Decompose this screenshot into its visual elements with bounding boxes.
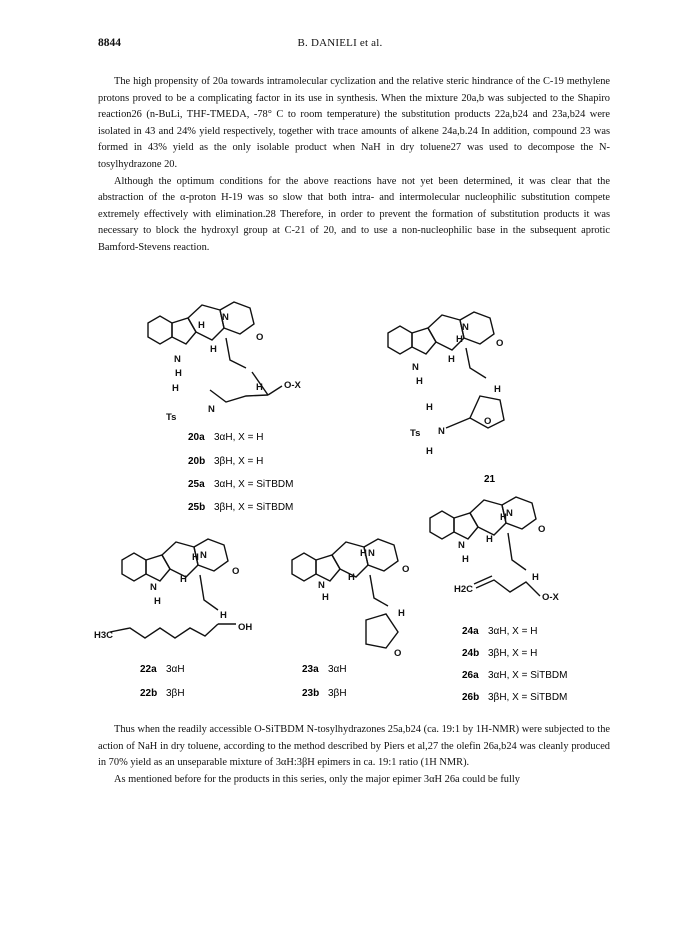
oxygen-atom-label: O — [232, 566, 240, 577]
compound-id: 20b — [188, 456, 206, 467]
hydrogen-atom-label: H — [426, 402, 433, 413]
body-text-bottom — [98, 722, 610, 788]
compound-id: 22b — [140, 688, 158, 699]
structure-24 — [430, 497, 560, 603]
oxygen-atom-label: O — [256, 332, 264, 343]
nitrogen-atom-label: N — [150, 582, 157, 593]
hydrogen-atom-label: H — [348, 572, 355, 583]
oxygen-atom-label: O — [394, 648, 402, 659]
hydrogen-atom-label: H — [180, 574, 187, 585]
compound-id: 24a — [462, 626, 479, 637]
compound-desc: 3βH, X = SiTBDM — [488, 692, 568, 703]
compound-desc: 3βH — [166, 688, 185, 699]
hydrogen-atom-label: H — [256, 382, 263, 393]
oxygen-atom-label: O — [496, 338, 504, 349]
paragraph: As mentioned before for the products in this series, only the major epimer 3αH 26a could be fully — [114, 773, 520, 785]
running-head: B. DANIELI et al. — [297, 37, 383, 49]
compound-id: 23b — [302, 688, 320, 699]
nitrogen-atom-label: N — [368, 548, 375, 559]
nitrogen-atom-label: N — [462, 322, 469, 333]
compound-id: 26b — [462, 692, 480, 703]
compound-id: 20a — [188, 432, 205, 443]
compound-desc: 3αH — [166, 664, 185, 675]
nitrogen-atom-label: N — [318, 580, 325, 591]
oxygen-atom-label: O — [538, 524, 546, 535]
ts-group-label: Ts — [166, 412, 177, 423]
methyl-label: H3C — [94, 630, 114, 641]
compound-23-legend — [302, 664, 347, 699]
paragraph: Although the optimum conditions for the above reactions have not yet been determined, it was clear that the abstraction of the α-proton H-19 was so slow that both intra- and intermolecular nucleophilic substitution compete extremely effectively with elimination.28 Therefore, in order to prevent the formation of substitution products it was necessary to block the hydroxyl group at C-21 of 20, and to use a non-nucleophilic base in the subsequent aprotic Bamford-Stevens reaction. — [98, 175, 610, 253]
nitrogen-atom-label: N — [412, 362, 419, 373]
nitrogen-atom-label: N — [174, 354, 181, 365]
compound-desc: 3βH, X = H — [488, 648, 538, 659]
hydrogen-atom-label: H — [416, 376, 423, 387]
hydrogen-atom-label: H — [154, 596, 161, 607]
compound-desc: 3βH, X = SiTBDM — [214, 502, 294, 513]
nitrogen-atom-label: N — [208, 404, 215, 415]
paragraph: The high propensity of 20a towards intramolecular cyclization and the relative steric hindrance of the C-19 methylene protons proved to be a complicating factor in its use in synthesis. When the mixture 20a,b was subjected to the Shapiro reaction26 (n-BuLi, THF-TMEDA, -78° C to room temperature) the substitution products 22a,b24 and 23a,b24 were isolated in 43 and 24% yield respectively, together with trace amounts of alkene 24a,b.24 In addition, compound 23 was formed in 43% yield as the only isolable product when NaH in dry toluene27 was used to decompose the N-tosylhydrazone 20. — [98, 76, 610, 170]
hydrogen-atom-label: H — [500, 512, 507, 523]
hydrogen-atom-label: H — [494, 384, 501, 395]
compound-desc: 3αH, X = H — [488, 626, 538, 637]
nitrogen-atom-label: N — [200, 550, 207, 561]
vinyl-label: H2C — [454, 584, 474, 595]
compound-id: 24b — [462, 648, 480, 659]
compound-desc: 3αH — [328, 664, 347, 675]
compound-desc: 3αH, X = H — [214, 432, 264, 443]
compound-id: 25a — [188, 479, 205, 490]
compound-20-legend — [188, 432, 293, 513]
hydrogen-atom-label: H — [456, 334, 463, 345]
nitrogen-atom-label: N — [506, 508, 513, 519]
structure-21 — [388, 312, 504, 457]
structure-22 — [94, 539, 252, 641]
nitrogen-atom-label: N — [222, 312, 229, 323]
page-number: 8844 — [98, 37, 121, 49]
hydrogen-atom-label: H — [172, 383, 179, 394]
hydrogen-atom-label: H — [210, 344, 217, 355]
substituent-label: O-X — [284, 380, 301, 391]
hydrogen-atom-label: H — [220, 610, 227, 621]
hydrogen-atom-label: H — [322, 592, 329, 603]
compound-22-legend — [140, 664, 185, 699]
compound-desc: 3βH — [328, 688, 347, 699]
ts-group-label: Ts — [410, 428, 421, 439]
compound-desc: 3αH, X = SiTBDM — [214, 479, 294, 490]
hydrogen-atom-label: H — [175, 368, 182, 379]
hydrogen-atom-label: H — [426, 446, 433, 457]
hydrogen-atom-label: H — [192, 552, 199, 563]
compound-id: 25b — [188, 502, 206, 513]
hydrogen-atom-label: H — [360, 548, 367, 559]
hydrogen-atom-label: H — [532, 572, 539, 583]
substituent-label: O-X — [542, 592, 559, 603]
compound-desc: 3αH, X = SiTBDM — [488, 670, 568, 681]
nitrogen-atom-label: N — [438, 426, 445, 437]
hydroxyl-label: OH — [238, 622, 253, 633]
oxygen-atom-label: O — [484, 416, 492, 427]
hydrogen-atom-label: H — [398, 608, 405, 619]
compound-id: 26a — [462, 670, 479, 681]
hydrogen-atom-label: H — [198, 320, 205, 331]
compound-id: 21 — [484, 474, 496, 485]
structure-23 — [292, 539, 409, 659]
oxygen-atom-label: O — [402, 564, 410, 575]
compound-id: 23a — [302, 664, 319, 675]
compound-desc: 3βH, X = H — [214, 456, 264, 467]
structure-20 — [148, 302, 302, 423]
hydrogen-atom-label: H — [462, 554, 469, 565]
hydrogen-atom-label: H — [486, 534, 493, 545]
hydrogen-atom-label: H — [448, 354, 455, 365]
compound-id: 22a — [140, 664, 157, 675]
nitrogen-atom-label: N — [458, 540, 465, 551]
compound-24-legend — [462, 626, 567, 703]
paragraph: Thus when the readily accessible O-SiTBDM N-tosylhydrazones 25a,b24 (ca. 19:1 by 1H-NMR) were subjected to the action of NaH in dry toluene, according to the method described by Piers et al,27 the olefin 26a,b24 was cleanly produced in 70% yield as an unseparable mixture of 3αH:3βH epimers in ca. 19:1 ratio (1H NMR). — [98, 724, 610, 769]
